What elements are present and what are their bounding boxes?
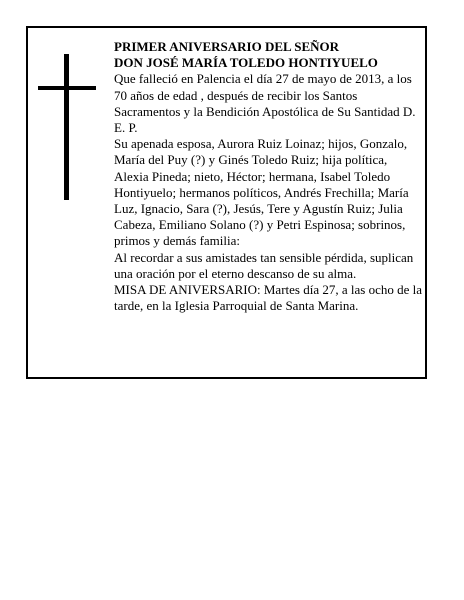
cross-vertical-bar	[64, 54, 69, 200]
notice-text	[114, 39, 422, 314]
cross-horizontal-bar	[38, 86, 96, 90]
prayer-request: Al recordar a sus amistades tan sensible pérdida, suplican una oración por el eterno descanso de su alma.	[114, 249, 414, 281]
notice-heading-line2: DON JOSÉ MARÍA TOLEDO HONTIYUELO	[114, 55, 378, 71]
mass-announcement: MISA DE ANIVERSARIO: Martes día 27, a las ocho de la tarde, en la Iglesia Parroquial de Santa Marina.	[114, 282, 422, 314]
cross-icon	[38, 54, 98, 200]
family-list: Su apenada esposa, Aurora Ruiz Loinaz; hijos, Gonzalo, María del Puy (?) y Ginés Toledo Ruiz; hija política, Alexia Pineda; nieto, Héctor; hermana, Isabel Toledo Hontiyuelo; hermanos políticos, Andrés Frechilla; María Luz, Ignacio, Sara (?), Jesús, Tere y Agustín Ruiz; Julia Cabeza, Emiliano Solano (?) y Petri Espinosa; sobrinos, primos y demás familia:	[114, 136, 409, 249]
obituary-notice	[26, 26, 427, 379]
death-announcement: Que falleció en Palencia el día 27 de mayo de 2013, a los 70 años de edad , después de recibir los Santos Sacramentos y la Bendición Apostólica de Su Santidad D. E. P.	[114, 71, 416, 136]
notice-heading-line1: PRIMER ANIVERSARIO DEL SEÑOR	[114, 39, 340, 54]
